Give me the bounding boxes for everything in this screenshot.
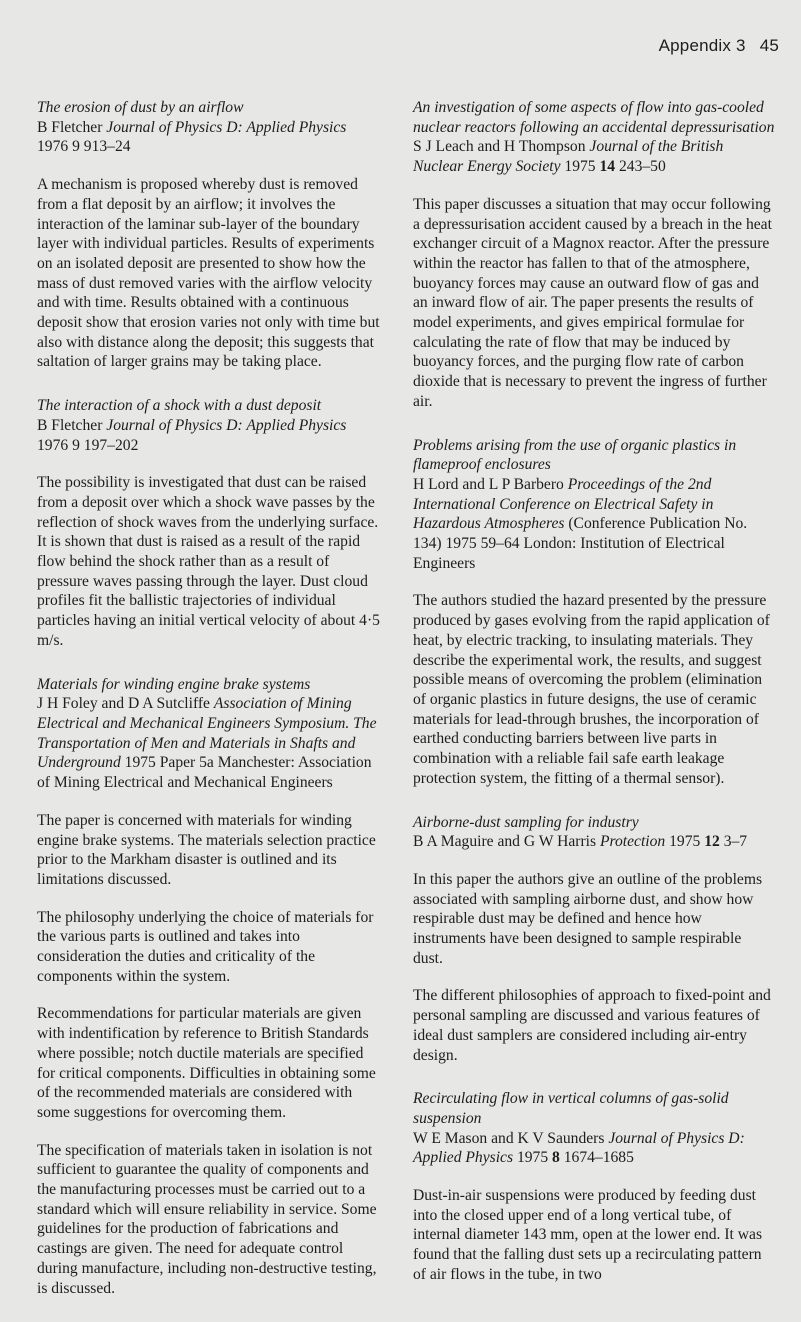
abstract-entry (413, 436, 775, 789)
entry-title: Materials for winding engine brake systems (37, 675, 311, 693)
page-header (659, 36, 779, 56)
entry-reference: H Lord and L P Barbero Proceedings of the 2nd International Conference on Electrical Safety in Hazardous Atmospheres (Conference Publication No. 134) 1975 59–64 London: Institution of Electrical Engineers (413, 475, 748, 572)
page-number: 45 (759, 36, 779, 55)
entry-paragraph: The philosophy underlying the choice of materials for the various parts is outlined and takes into consideration the duties and criticality of the components within the system. (37, 908, 374, 985)
entry-paragraph: The possibility is investigated that dust can be raised from a deposit over which a shock wave passes by the reflection of shock waves from the underlying surface. It is shown that dust is raised as a result of the rapid flow behind the shock rather than as a result of pressure waves passing through the layer. Dust cloud profiles fit the ballistic trajectories of individual particles having an initial vertical velocity of about 4·5 m/s. (37, 474, 380, 649)
entry-paragraph: In this paper the authors give an outline of the problems associated with sampling airborne dust, and show how respirable dust may be defined and hence how instruments have been designed to sample respirable dust. (413, 870, 763, 967)
appendix-label: Appendix 3 (658, 36, 746, 55)
entry-title: Airborne-dust sampling for industry (413, 813, 639, 831)
left-column (37, 98, 384, 1322)
entry-paragraph: Recommendations for particular materials are given with indentification by reference to British Standards where possible; notch ductile materials are specified for critical components. Difficulties in obtaining some of the recommended materials are considered with some suggestions for overcoming them. (37, 1005, 376, 1121)
entry-title: An investigation of some aspects of flow into gas-cooled nuclear reactors following an accidental depressurisation (413, 99, 775, 136)
abstract-entry (413, 98, 775, 412)
entry-title: Recirculating flow in vertical columns of gas-solid suspension (413, 1090, 729, 1127)
entry-reference: J H Foley and D A Sutcliffe Association of Mining Electrical and Mechanical Engineers Symposium. The Transportation of Men and Materials in Shafts and Underground 1975 Paper 5a Manchester: Association of Mining Electrical and Mechanical Engineers (37, 695, 377, 792)
abstract-entry (413, 813, 775, 1066)
entry-title: Problems arising from the use of organic plastics in flameproof enclosures (413, 436, 737, 474)
entry-paragraph: The specification of materials taken in isolation is not sufficient to guarantee the quality of components and the manufacturing processes must be carried out to a standard which will ensure reliability in service. Some guidelines for the production of fabrications and castings are given. The need for adequate control during manufacture, including non-destructive testing, is discussed. (37, 1141, 377, 1297)
entry-paragraph: The authors studied the hazard presented by the pressure produced by gases evolving from the rapid application of heat, by electric tracking, to insulating materials. They describe the experimental work, the results, and suggest possible means of overcoming the problem (elimination of organic plastics in future designs, the use of ceramic materials for lead-through brushes, the incorporation of earthed conducting barriers between live parts in combination with a reliable fail safe earth leakage protection system, the fitting of a thermal sensor). (413, 592, 770, 787)
entry-reference: B A Maguire and G W Harris Protection 1975 12 3–7 (413, 833, 748, 851)
abstract-entry (37, 675, 384, 1299)
entry-paragraph: The paper is concerned with materials for winding engine brake systems. The materials selection practice prior to the Markham disaster is outlined and its limitations discussed. (37, 811, 376, 888)
entry-title: The erosion of dust by an airflow (37, 99, 244, 116)
entry-paragraph: A mechanism is proposed whereby dust is removed from a flat deposit by an airflow; it involves the interaction of the laminar sub-layer of the boundary layer with individual particles. Results of experiments on an isolated deposit are presented to show how the mass of dust removed varies with the airflow velocity and with time. Results obtained with a continuous deposit show that erosion varies not only with time but also with distance along the deposit; this suggests that saltation of larger grains may be taking place. (37, 176, 380, 371)
abstract-entry (37, 98, 384, 372)
abstract-entry (413, 1089, 775, 1284)
entry-reference: B Fletcher Journal of Physics D: Applied Physics 1976 9 913–24 (37, 118, 347, 156)
entry-reference: W E Mason and K V Saunders Journal of Physics D: Applied Physics 1975 8 1674–1685 (413, 1129, 745, 1167)
entry-paragraph: The different philosophies of approach to fixed-point and personal sampling are discussed and various features of ideal dust samplers are considered including air-entry design. (413, 987, 771, 1064)
right-column (413, 98, 775, 1309)
entry-reference: B Fletcher Journal of Physics D: Applied Physics 1976 9 197–202 (37, 416, 347, 454)
entry-paragraph: This paper discusses a situation that may occur following a depressurisation accident caused by a breach in the heat exchanger circuit of a Magnox reactor. After the pressure within the reactor has fallen to that of the atmosphere, buoyancy forces may cause an outward flow of gas and an inward flow of air. The paper presents the results of model experiments, and gives empirical formulae for calculating the rate of flow that may be induced by buoyancy forces, and the purging flow rate of carbon dioxide that is necessary to prevent the ingress of further air. (413, 195, 772, 410)
abstract-entry (37, 396, 384, 650)
entry-paragraph: Dust-in-air suspensions were produced by feeding dust into the closed upper end of a long vertical tube, of internal diameter 143 mm, open at the lower end. It was found that the falling dust sets up a recirculating pattern of air flows in the tube, in two (413, 1187, 763, 1283)
entry-title: The interaction of a shock with a dust deposit (37, 397, 322, 415)
entry-reference: S J Leach and H Thompson Journal of the British Nuclear Energy Society 1975 14 243–50 (413, 138, 724, 176)
